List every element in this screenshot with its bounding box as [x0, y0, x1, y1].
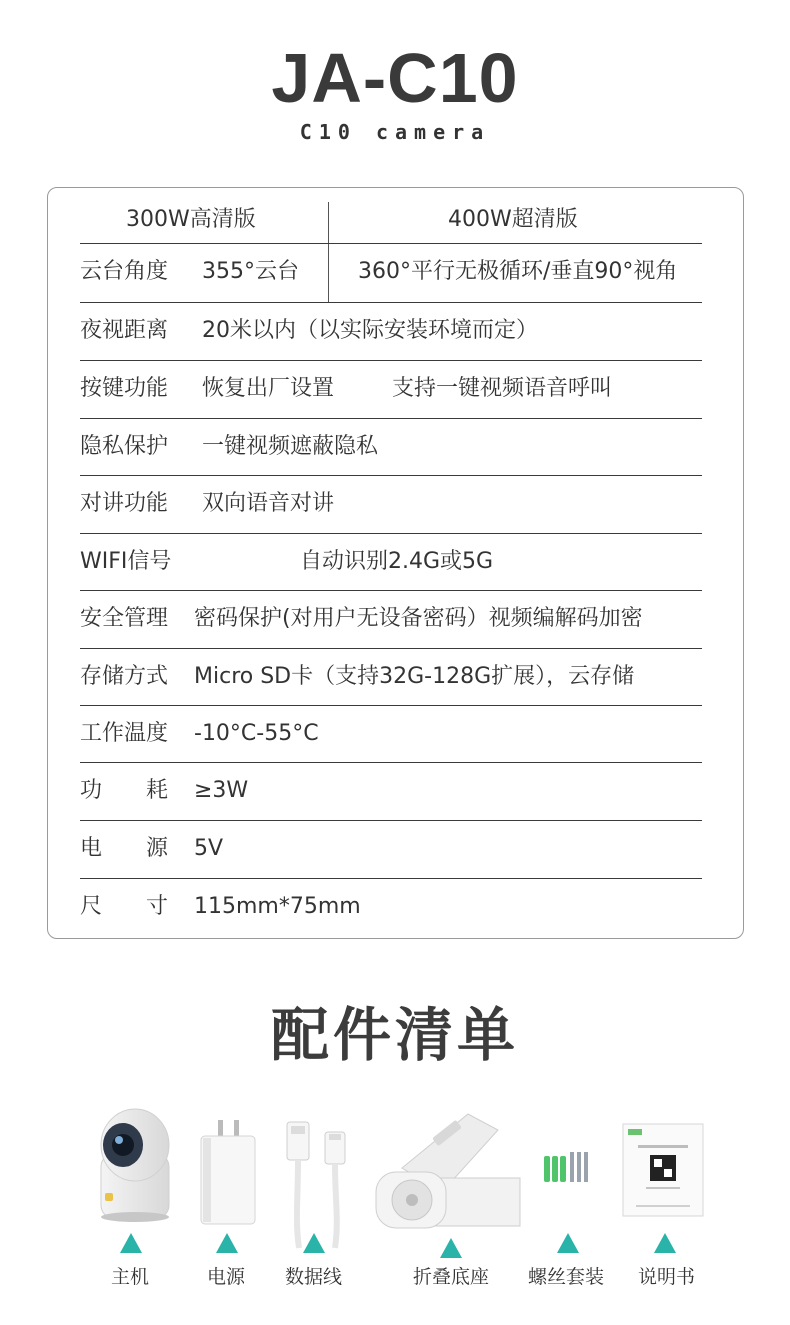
camera-icon [95, 1105, 175, 1225]
spec-row [80, 648, 702, 706]
spec-row [80, 302, 702, 360]
pointer-triangle-icon [120, 1233, 142, 1253]
pointer-triangle-icon [440, 1238, 462, 1258]
spec-label: 云台角度 [80, 259, 169, 284]
spec-label: 功 耗 [80, 778, 169, 803]
spec-label: 存储方式 [80, 664, 169, 689]
spec-value: 密码保护(对用户无设备密码）视频编解码加密 [194, 606, 643, 631]
screw-kit-icon [542, 1150, 592, 1186]
accessory-label-manual: 说明书 [638, 1266, 696, 1288]
spec-value: 双向语音对讲 [202, 491, 335, 516]
spec-value: 5V [194, 836, 224, 861]
spec-table [47, 187, 744, 939]
folding-mount-icon [372, 1108, 524, 1232]
spec-row [80, 418, 702, 476]
spec-value: 115mm*75mm [194, 894, 361, 919]
pointer-triangle-icon [557, 1233, 579, 1253]
product-subtitle: C10 camera [299, 120, 491, 144]
spec-value: 一键视频遮蔽隐私 [202, 434, 379, 459]
spec-label: 对讲功能 [80, 491, 169, 516]
spec-label: 按键功能 [80, 376, 169, 401]
spec-row [80, 820, 702, 878]
spec-row [80, 475, 702, 533]
spec-value: -10°C-55°C [194, 721, 319, 746]
pointer-triangle-icon [216, 1233, 238, 1253]
accessory-label-power: 电源 [207, 1266, 246, 1288]
version-header-ultra: 400W超清版 [448, 207, 578, 232]
spec-label: 安全管理 [80, 606, 169, 631]
spec-value: 20米以内（以实际安装环境而定） [202, 318, 538, 343]
pointer-triangle-icon [303, 1233, 325, 1253]
accessory-label-cable: 数据线 [285, 1266, 343, 1288]
spec-row [80, 360, 702, 418]
manual-icon [622, 1123, 704, 1217]
accessory-label-screws: 螺丝套装 [528, 1266, 605, 1288]
product-model-title: JA-C10 [271, 39, 519, 117]
spec-row [80, 590, 702, 648]
pointer-triangle-icon [654, 1233, 676, 1253]
spec-row [80, 243, 702, 301]
spec-value: Micro SD卡（支持32G-128G扩展），云存储 [194, 664, 635, 689]
spec-value: 自动识别2.4G或5G [300, 549, 494, 574]
accessory-label-camera: 主机 [111, 1266, 150, 1288]
spec-row [80, 878, 702, 936]
accessories-title: 配件清单 [270, 1001, 519, 1069]
spec-row [80, 533, 702, 591]
spec-value: 355°云台 [202, 259, 299, 284]
spec-label: 尺 寸 [80, 894, 169, 919]
spec-row [80, 762, 702, 820]
spec-value: 恢复出厂设置 [202, 376, 335, 401]
spec-label: WIFI信号 [80, 549, 172, 574]
usb-cable-icon [283, 1120, 353, 1250]
spec-value-ultra: 360°平行无极循环/垂直90°视角 [358, 259, 678, 284]
power-adapter-icon [198, 1118, 258, 1228]
spec-label: 夜视距离 [80, 318, 169, 343]
spec-row [80, 705, 702, 763]
spec-label: 电 源 [80, 836, 169, 861]
accessory-label-mount: 折叠底座 [413, 1266, 490, 1288]
spec-value: ≥3W [194, 778, 249, 803]
spec-label: 隐私保护 [80, 434, 169, 459]
spec-value-extra: 支持一键视频语音呼叫 [392, 376, 613, 401]
spec-label: 工作温度 [80, 721, 169, 746]
version-header-standard: 300W高清版 [126, 207, 256, 232]
